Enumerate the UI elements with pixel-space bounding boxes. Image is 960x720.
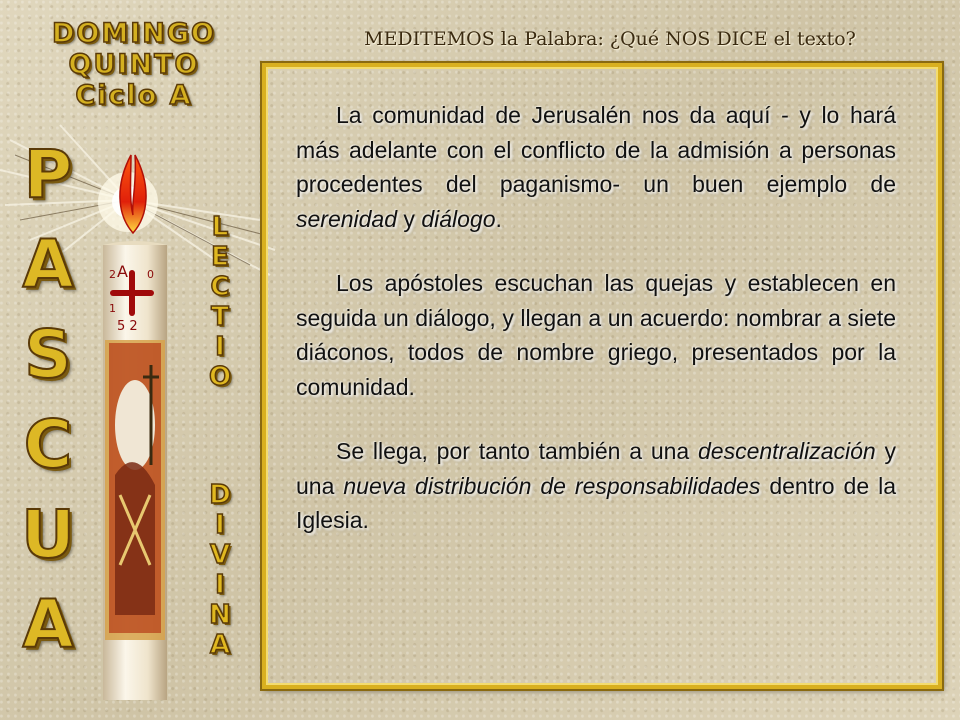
paschal-candle xyxy=(95,145,175,705)
divina-letter: I xyxy=(215,570,225,600)
divina-letter: I xyxy=(215,510,225,540)
paragraph-1: La comunidad de Jerusalén nos da aquí - y lo hará más adelante con el conflicto de la admisión a personas procedentes del paganismo- un buen ejemplo de serenidad y diálogo. xyxy=(296,102,896,232)
divina-letter: D xyxy=(209,480,231,510)
title-line-1: DOMINGO xyxy=(52,18,216,49)
divina-letter: N xyxy=(209,600,231,630)
svg-text:0: 0 xyxy=(147,268,154,281)
lectio-letter: T xyxy=(211,302,229,332)
pascua-letter: A xyxy=(22,226,74,303)
lectio-letter: C xyxy=(210,272,230,302)
pascua-letter: A xyxy=(22,586,74,663)
divina-vertical-title xyxy=(195,480,245,660)
meditation-text xyxy=(296,98,896,568)
sunday-title xyxy=(14,18,254,111)
emphasis-descentralizacion: descentralización xyxy=(697,438,876,464)
svg-text:5 2: 5 2 xyxy=(117,319,138,334)
svg-text:1: 1 xyxy=(109,302,116,315)
emphasis-serenidad: serenidad xyxy=(296,205,398,232)
lectio-letter: O xyxy=(208,362,232,392)
title-line-2: QUINTO xyxy=(68,49,200,80)
lectio-vertical-title xyxy=(195,212,245,392)
page-header: MEDITEMOS la Palabra: ¿Qué NOS DICE el texto? xyxy=(364,28,856,50)
divina-letter: A xyxy=(209,630,231,660)
divina-letter: V xyxy=(209,540,231,570)
svg-text:2: 2 xyxy=(109,268,116,281)
paragraph-2: Los apóstoles escuchan las quejas y establecen en seguida un diálogo, y llegan a un acuerdo: nombrar a siete diáconos, todos de nombre griego, presentados por la comunidad. xyxy=(296,270,896,400)
lectio-letter: I xyxy=(215,332,225,362)
lectio-letter: E xyxy=(211,242,229,272)
emphasis-dialogo: diálogo xyxy=(421,205,496,232)
pascua-letter: U xyxy=(21,496,75,573)
pascua-letter: P xyxy=(23,136,73,213)
lectio-letter: L xyxy=(211,212,229,242)
paragraph-3: Se llega, por tanto también a una descentralización y una nueva distribución de responsabilidades dentro de la Iglesia. xyxy=(296,438,897,533)
pascua-letter: S xyxy=(24,316,72,393)
emphasis-nueva-distribucion: nueva distribución de responsabilidades xyxy=(343,472,761,499)
title-line-3: Ciclo A xyxy=(75,80,193,111)
pascua-vertical-title xyxy=(8,130,88,670)
candle-alpha: A xyxy=(117,262,128,281)
pascua-letter: C xyxy=(23,406,73,483)
